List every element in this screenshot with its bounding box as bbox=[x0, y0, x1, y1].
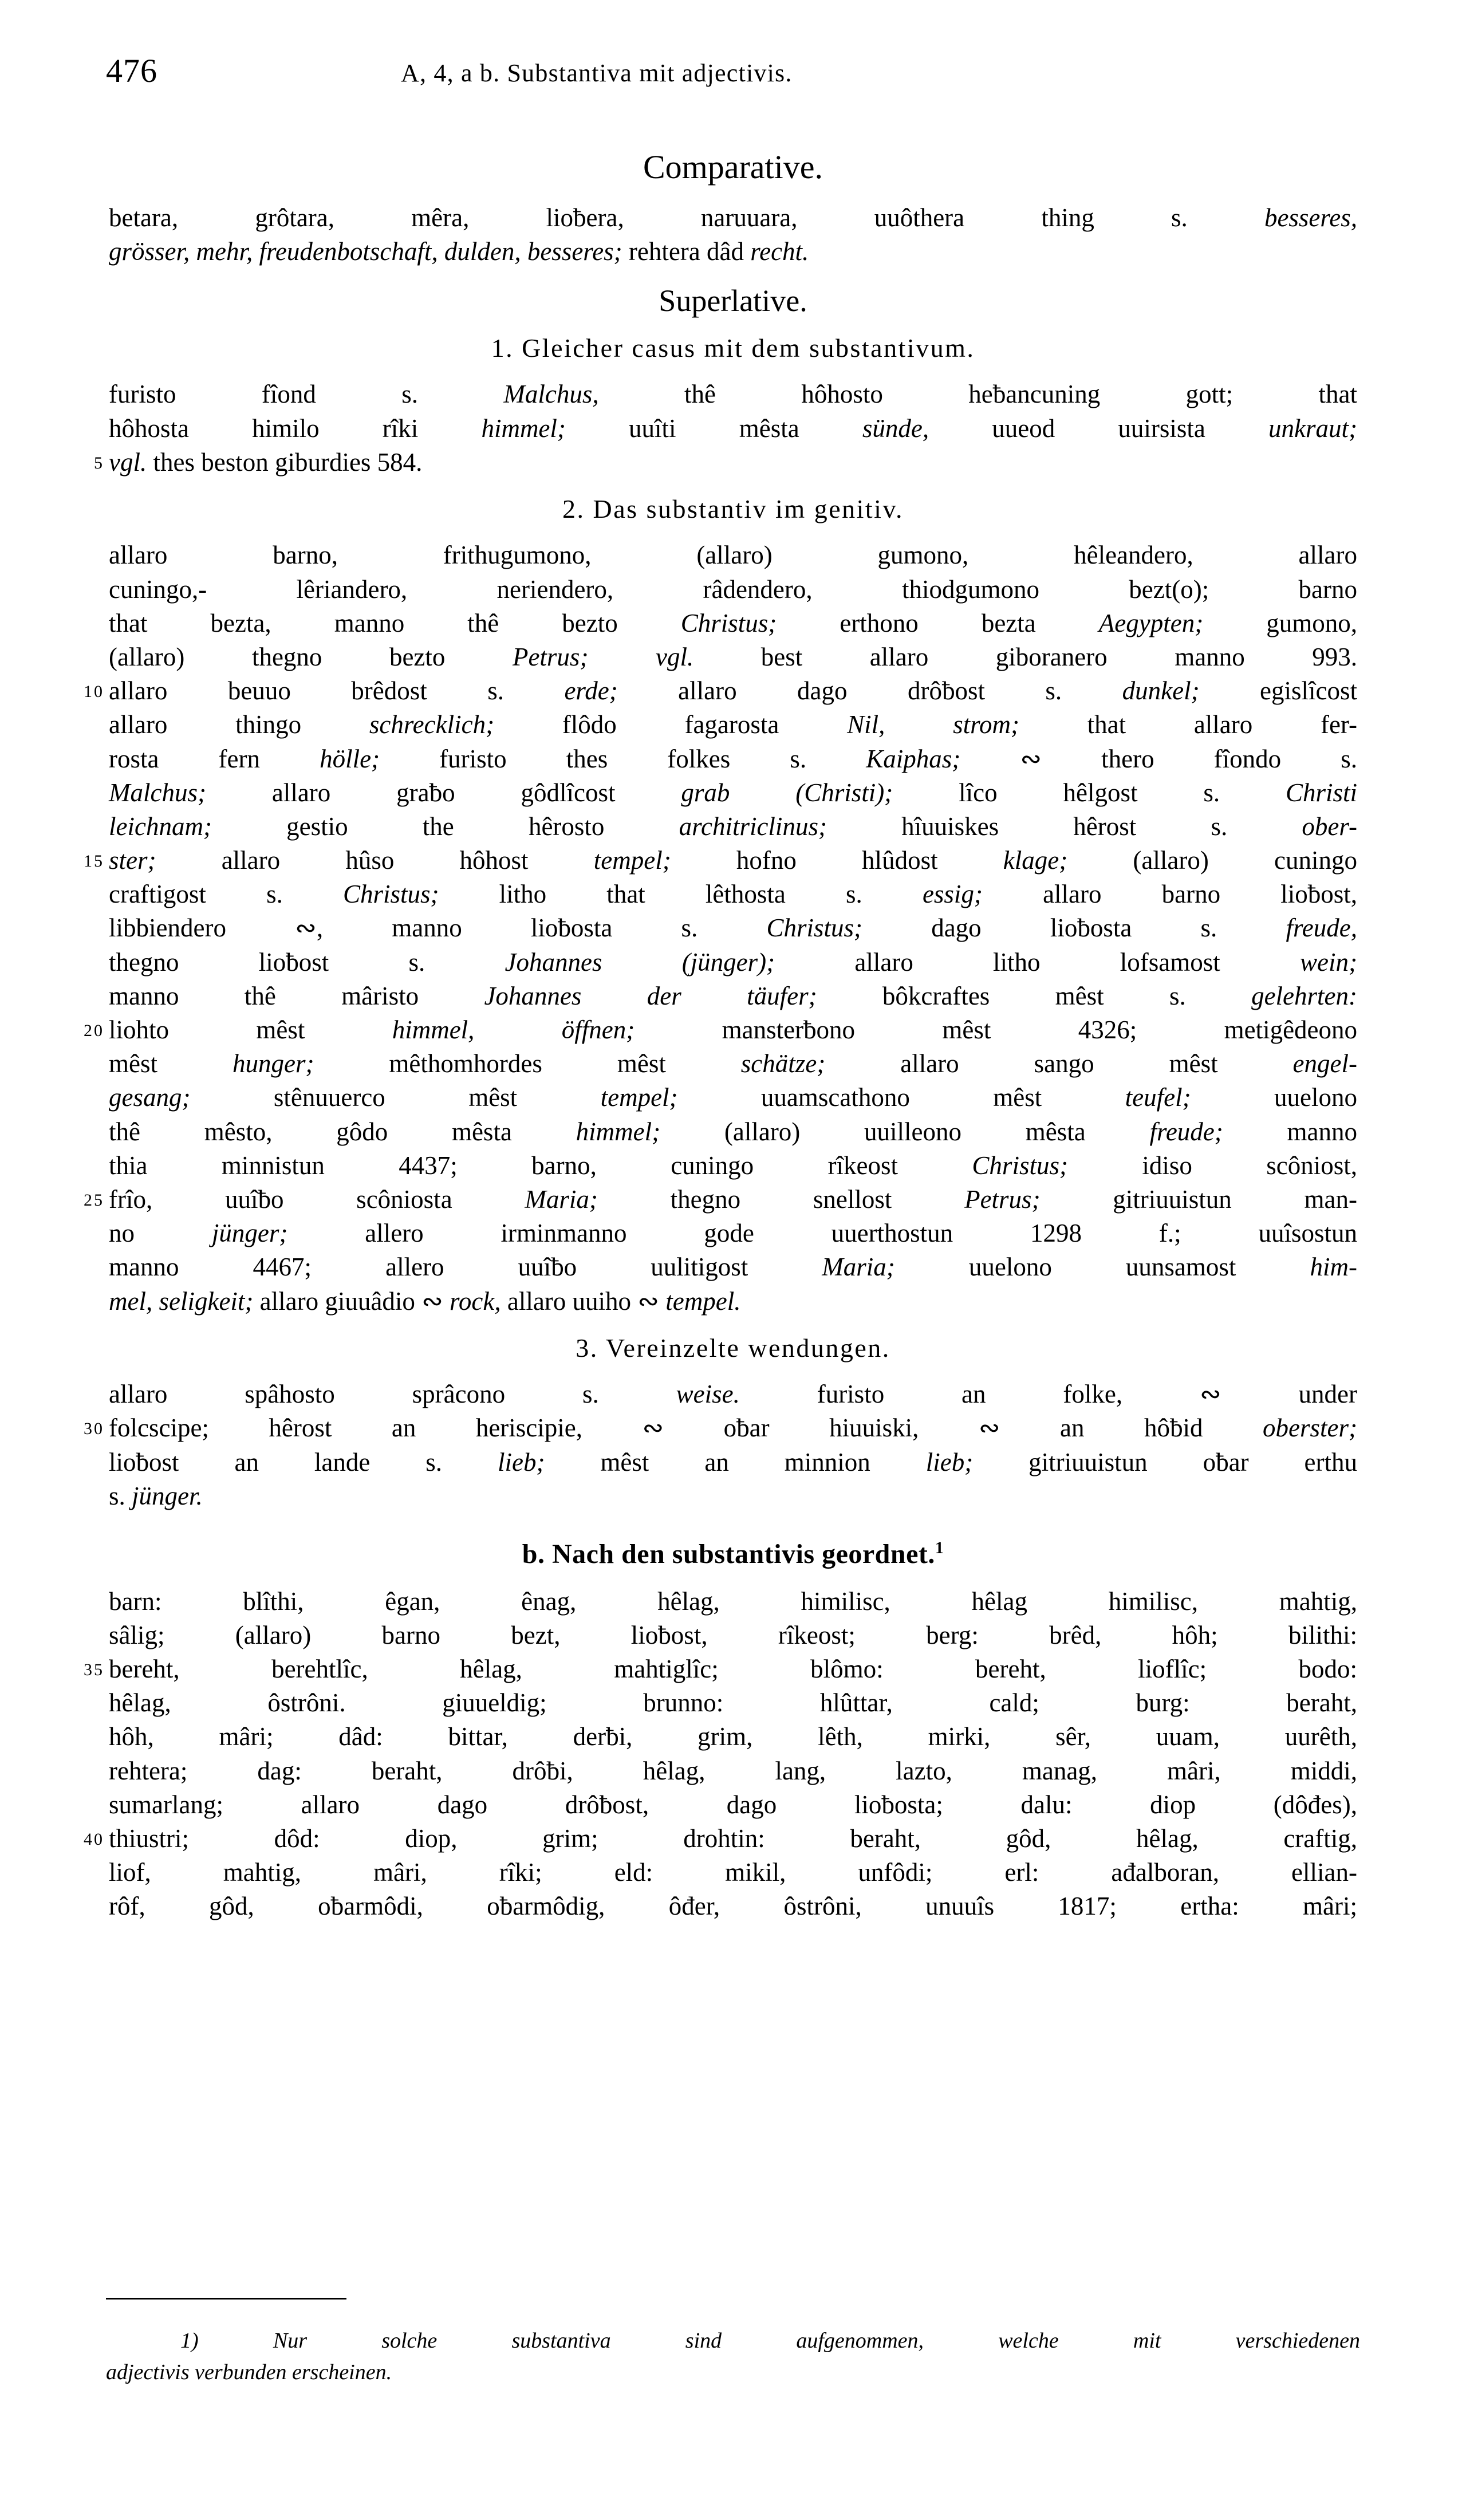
text-line-body: furisto fîond s. Malchus, thê hôhosto heƀancuning gott; that bbox=[109, 380, 1357, 409]
text-line bbox=[84, 674, 1357, 708]
text-line bbox=[109, 1686, 1357, 1720]
heading-section-b-text: b. Nach den substantivis geordnet. bbox=[522, 1538, 935, 1569]
running-head bbox=[0, 52, 1466, 92]
text-line bbox=[109, 1720, 1357, 1754]
line-number: 30 bbox=[84, 1419, 104, 1439]
text-line-body: Malchus; allaro graƀo gôdlîcost grab (Christi); lîco hêlgost s. Christi bbox=[109, 778, 1358, 807]
text-line-body: mêst hunger; mêthomhordes mêst schätze; allaro sango mêst engel- bbox=[109, 1049, 1357, 1078]
text-line bbox=[109, 1115, 1357, 1149]
text-line-body: cuningo,‑ lêriandero, neriendero, râdendero, thiodgumono bezt(o); barno bbox=[109, 574, 1357, 604]
footnote-rule bbox=[106, 2298, 346, 2300]
footnote-line-2: adjectivis verbunden erscheinen. bbox=[106, 2360, 392, 2384]
text-line bbox=[109, 1585, 1357, 1619]
text-line-body: folcscipe; hêrost an heriscipie, ∾ oƀar hiuuiski, ∾ an hôƀid oberster; bbox=[109, 1413, 1357, 1443]
text-line bbox=[84, 844, 1357, 877]
text-line bbox=[109, 911, 1357, 945]
text-line-body: hôh, mâri; dâd: bittar, derƀi, grim, lêth, mirki, sêr, uuam, uurêth, bbox=[109, 1722, 1357, 1751]
text-line-body: allaro spâhosto sprâcono s. weise. furisto an folke, ∾ under bbox=[109, 1380, 1357, 1409]
text-line-body: (allaro) thegno bezto Petrus; vgl. best allaro giboranero manno 993. bbox=[109, 642, 1357, 671]
text-line bbox=[109, 1285, 1357, 1318]
text-line-body: barn: blîthi, êgan, ênag, hêlag, himilisc, hêlag himilisc, mahtig, bbox=[109, 1586, 1357, 1616]
text-line bbox=[109, 708, 1357, 742]
text-line bbox=[109, 1377, 1357, 1411]
text-line-body: manno 4467; allero uuîƀo uulitigost Maria; uuelono uunsamost him- bbox=[109, 1253, 1357, 1282]
text-line-body: liohto mêst himmel, öffnen; mansterƀono mêst 4326; metigêdeono bbox=[109, 1015, 1358, 1045]
text-line bbox=[109, 979, 1357, 1013]
heading-superlative: Superlative. bbox=[659, 284, 807, 318]
text-line-body: no jünger; allero irminmanno gode uuerthostun 1298 f.; uuîsostun bbox=[109, 1219, 1358, 1248]
text-line bbox=[84, 1183, 1357, 1216]
line-number: 20 bbox=[84, 1021, 104, 1041]
text-line-body: libbiendero ∾, manno lioƀosta s. Christus; dago lioƀosta s. freude, bbox=[109, 914, 1357, 943]
page-number: 476 bbox=[106, 52, 157, 89]
text-line-body: grösser, mehr, freudenbotschaft, dulden, besseres; rehtera dâd recht. bbox=[109, 237, 809, 266]
text-line-body: mel, seligkeit; allaro giuuâdio ∾ rock, allaro uuiho ∾ tempel. bbox=[109, 1286, 741, 1316]
sectionb-paragraph bbox=[0, 1585, 1466, 1924]
footnote bbox=[106, 2325, 1360, 2388]
running-head-title: A, 4, a b. Substantiva mit adjectivis. bbox=[401, 59, 793, 87]
line-number: 25 bbox=[84, 1190, 104, 1210]
text-line bbox=[109, 1081, 1357, 1115]
text-line-body: allaro thingo schrecklich; flôdo fagarosta Nil, strom; that allaro fer- bbox=[109, 710, 1357, 739]
text-line-body: rehtera; dag: beraht, drôƀi, hêlag, lang, lazto, manag, mâri, middi, bbox=[109, 1756, 1357, 1785]
line-number: 5 bbox=[94, 453, 104, 472]
footnote-text-1: Nur solche substantiva sind aufgenommen, welche mit verschiedenen bbox=[273, 2329, 1360, 2353]
text-line bbox=[109, 1788, 1357, 1822]
footnote-number: 1) bbox=[180, 2329, 199, 2353]
text-line bbox=[109, 201, 1357, 235]
text-line bbox=[109, 1047, 1357, 1081]
text-line-body: thia minnistun 4437; barno, cuningo rîkeost Christus; idiso scôniost, bbox=[109, 1151, 1357, 1180]
text-line bbox=[109, 1856, 1357, 1889]
text-line-body: thegno lioƀost s. Johannes (jünger); allaro litho lofsamost wein; bbox=[109, 947, 1358, 976]
main-text-block bbox=[0, 149, 1466, 1924]
text-line-body: liof, mahtig, mâri, rîki; eld: mikil, unfôdi; erl: ađalboran, ellian- bbox=[109, 1858, 1357, 1887]
text-line-body: ster; allaro hûso hôhost tempel; hofno hlûdost klage; (allaro) cuningo bbox=[109, 846, 1357, 875]
text-line bbox=[109, 1754, 1357, 1788]
text-line-body: hôhosta himilo rîki himmel; uuîti mêsta sünde, uueod uuirsista unkraut; bbox=[109, 414, 1357, 443]
heading-sub-2: 2. Das substantiv im genitiv. bbox=[562, 494, 904, 523]
text-line bbox=[109, 538, 1357, 572]
line-number: 40 bbox=[84, 1830, 104, 1849]
text-line bbox=[109, 235, 1357, 269]
text-line bbox=[109, 742, 1357, 776]
sub1-paragraph bbox=[0, 377, 1466, 479]
text-line bbox=[109, 776, 1357, 810]
text-line-body: allaro barno, frithugumono, (allaro) gumono, hêleandero, allaro bbox=[109, 541, 1357, 570]
text-line bbox=[109, 946, 1357, 979]
text-line bbox=[109, 607, 1357, 640]
text-line-body: hêlag, ôstrôni. giuueldig; brunno: hlûttar, cald; burg: beraht, bbox=[109, 1688, 1357, 1718]
text-line bbox=[109, 1479, 1357, 1513]
line-number: 10 bbox=[84, 682, 104, 702]
sub3-paragraph bbox=[0, 1377, 1466, 1513]
sub2-paragraph bbox=[0, 538, 1466, 1318]
text-line bbox=[94, 446, 1357, 479]
text-line bbox=[84, 1411, 1357, 1445]
text-line bbox=[109, 573, 1357, 607]
text-line-body: frîo, uuîƀo scôniosta Maria; thegno snellost Petrus; gitriuuistun man- bbox=[109, 1184, 1357, 1214]
text-line bbox=[109, 1889, 1357, 1923]
text-line bbox=[109, 640, 1357, 674]
text-line bbox=[109, 810, 1357, 844]
text-line-body: sumarlang; allaro dago drôƀost, dago lioƀosta; dalu: diop (dôđes), bbox=[109, 1790, 1357, 1819]
text-line-body: rosta fern hölle; furisto thes folkes s. Kaiphas; ∾ thero fîondo s. bbox=[109, 744, 1357, 773]
text-line-body: bereht, berehtlîc, hêlag, mahtiglîc; blômo: bereht, lioflîc; bodo: bbox=[109, 1655, 1357, 1684]
footnote-line-1 bbox=[106, 2325, 1360, 2357]
text-line bbox=[84, 1822, 1357, 1856]
text-line bbox=[109, 1250, 1357, 1284]
heading-comparative: Comparative. bbox=[643, 148, 823, 186]
text-line bbox=[109, 1619, 1357, 1652]
text-line-body: that bezta, manno thê bezto Christus; erthono bezta Aegypten; gumono, bbox=[109, 608, 1357, 637]
text-line-body: s. jünger. bbox=[109, 1481, 203, 1510]
heading-sub-1: 1. Gleicher casus mit dem substantivum. bbox=[491, 333, 975, 363]
line-number: 15 bbox=[84, 852, 104, 871]
text-line bbox=[109, 377, 1357, 411]
text-line-body: betara, grôtara, mêra, lioƀera, naruuara, uuôthera thing s. besseres, bbox=[109, 203, 1357, 232]
text-line bbox=[109, 1149, 1357, 1183]
text-line-body: thiustri; dôd: diop, grim; drohtin: beraht, gôd, hêlag, craftig, bbox=[109, 1824, 1357, 1853]
line-number: 35 bbox=[84, 1660, 104, 1680]
text-line-body: manno thê mâristo Johannes der täufer; bôkcraftes mêst s. gelehrten: bbox=[109, 981, 1357, 1010]
text-line-body: thê mêsto, gôdo mêsta himmel; (allaro) uuilleono mêsta freude; manno bbox=[109, 1117, 1357, 1146]
text-line bbox=[84, 1013, 1358, 1047]
text-line-body: allaro beuuo brêdost s. erde; allaro dago drôƀost s. dunkel; egislîcost bbox=[109, 676, 1357, 706]
text-line bbox=[84, 1652, 1357, 1686]
text-line bbox=[109, 1216, 1357, 1250]
text-line bbox=[109, 412, 1357, 446]
comparative-paragraph bbox=[0, 201, 1466, 269]
heading-section-b bbox=[0, 1538, 1466, 1570]
text-line-body: vgl. thes beston giburdies 584. bbox=[109, 447, 423, 477]
text-line-body: gesang; stênuuerco mêst tempel; uuamscathono mêst teufel; uuelono bbox=[109, 1083, 1357, 1112]
footnote-marker: 1 bbox=[935, 1538, 944, 1557]
text-line bbox=[109, 1446, 1357, 1479]
text-line-body: craftigost s. Christus; litho that lêthosta s. essig; allaro barno lioƀost, bbox=[109, 880, 1358, 909]
text-line bbox=[109, 877, 1357, 911]
heading-sub-3: 3. Vereinzelte wendungen. bbox=[576, 1333, 890, 1363]
text-line-body: sâlig; (allaro) barno bezt, lioƀost, rîkeost; berg: brêd, hôh; bilithi: bbox=[109, 1620, 1357, 1649]
text-line-body: leichnam; gestio the hêrosto architriclinus; hîuuiskes hêrost s. ober- bbox=[109, 812, 1357, 841]
text-line-body: lioƀost an lande s. lieb; mêst an minnion lieb; gitriuuistun oƀar erthu bbox=[109, 1447, 1357, 1476]
text-line-body: rôf, gôd, oƀarmôdi, oƀarmôdig, ôđer, ôstrôni, unuuîs 1817; ertha: mâri; bbox=[109, 1892, 1357, 1921]
